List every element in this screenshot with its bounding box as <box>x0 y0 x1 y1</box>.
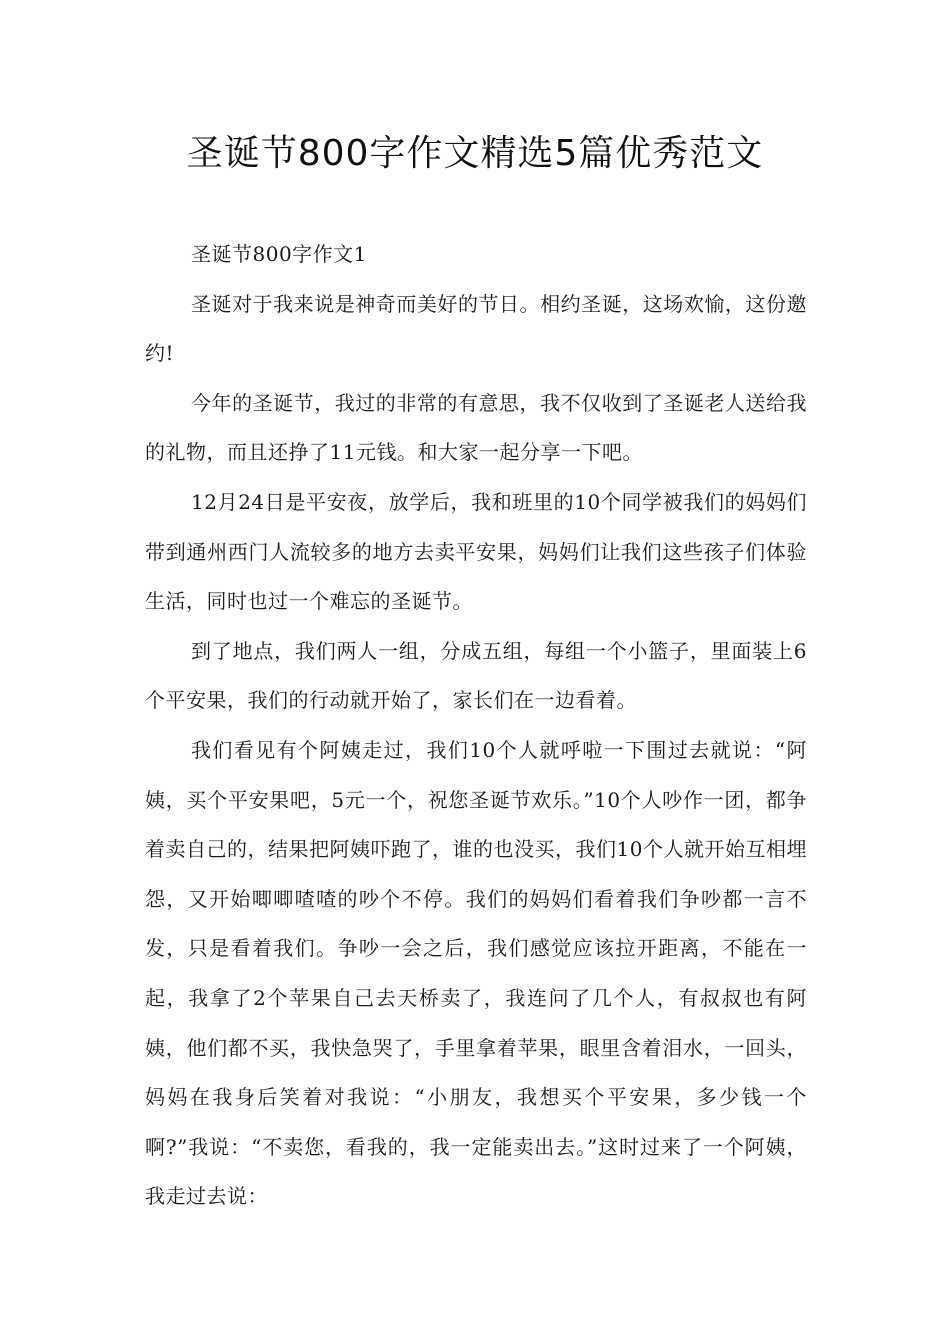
paragraph: 圣诞对于我来说是神奇而美好的节日。相约圣诞，这场欢愉，这份邀约! <box>145 291 807 366</box>
paragraph: 12月24日是平安夜，放学后，我和班里的10个同学被我们的妈妈们带到通州西门人流较多的地方去卖平安果，妈妈们让我们这些孩子们体验生活，同时也过一个难忘的圣诞节。 <box>145 489 807 614</box>
document-body <box>145 230 807 1222</box>
document-title: 圣诞节800字作文精选5篇优秀范文 <box>186 133 764 174</box>
section-heading: 圣诞节800字作文1 <box>191 242 367 266</box>
paragraph: 我们看见有个阿姨走过，我们10个人就呼啦一下围过去就说：“阿姨，买个平安果吧，5元一个，祝您圣诞节欢乐。”10个人吵作一团，都争着卖自己的，结果把阿姨吓跑了，谁的也没买，我们10个人就开始互相埋怨，又开始唧唧喳喳的吵个不停。我们的妈妈们看着我们争吵都一言不发，只是看着我们。争吵一会之后，我们感觉应该拉开距离，不能在一起，我拿了2个苹果自己去天桥卖了，我连问了几个人，有叔叔也有阿姨，他们都不买，我快急哭了，手里拿着苹果，眼里含着泪水，一回头，妈妈在我身后笑着对我说：“小朋友，我想买个平安果，多少钱一个啊?”我说：“不卖您，看我的，我一定能卖出去。”这时过来了一个阿姨，我走过去说： <box>145 737 807 1209</box>
paragraph: 今年的圣诞节，我过的非常的有意思，我不仅收到了圣诞老人送给我的礼物，而且还挣了11元钱。和大家一起分享一下吧。 <box>145 390 807 465</box>
paragraph: 到了地点，我们两人一组，分成五组，每组一个小篮子，里面装上6个平安果，我们的行动就开始了，家长们在一边看着。 <box>145 638 807 713</box>
